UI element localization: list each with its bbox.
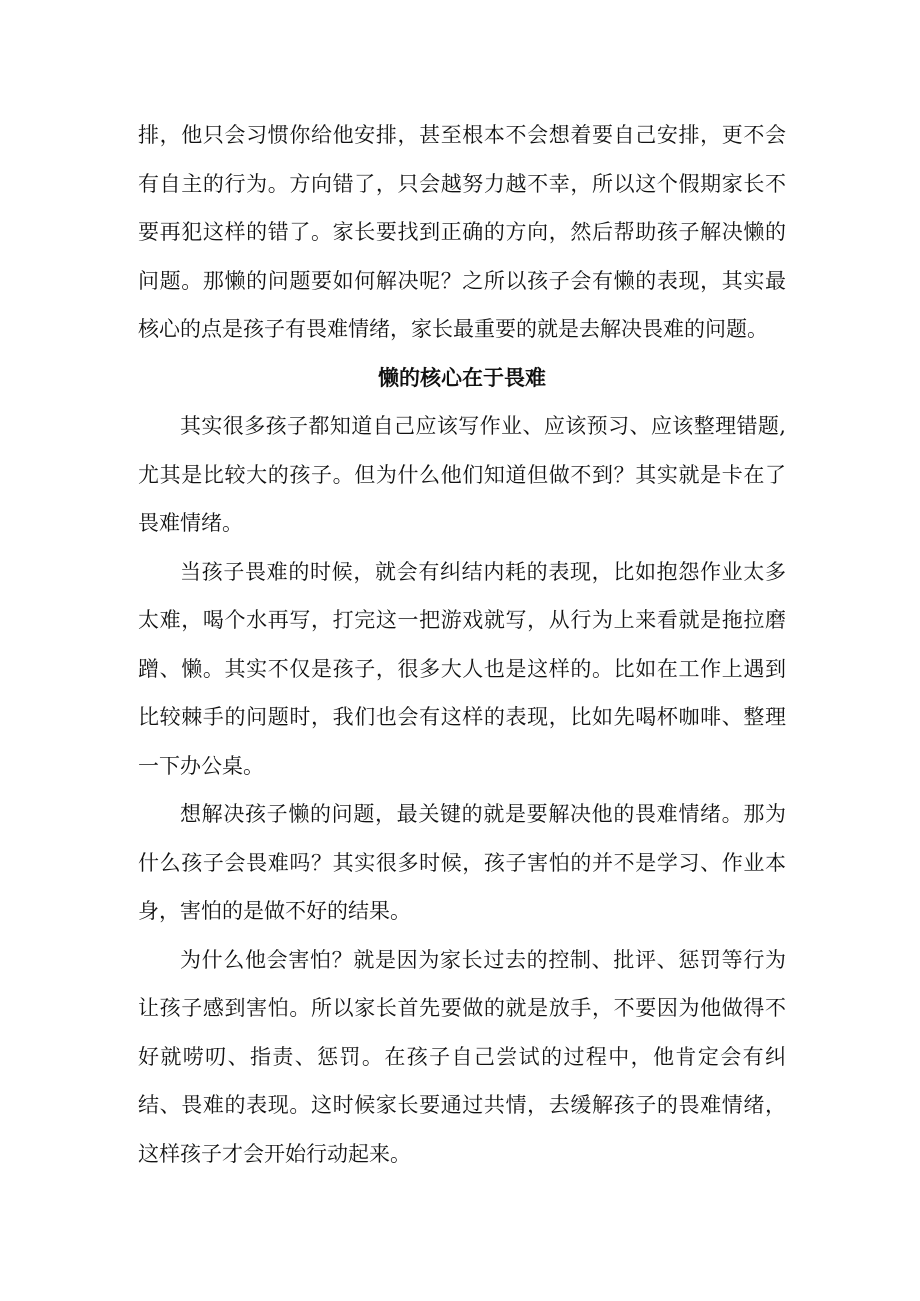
paragraph-3: 想解决孩子懒的问题，最关键的就是要解决他的畏难情绪。那为什么孩子会畏难吗？其实很多时候，孩子害怕的并不是学习、作业本身，害怕的是做不好的结果。: [138, 802, 786, 923]
document-body: [138, 111, 786, 1178]
section-heading: 懒的核心在于畏难: [378, 365, 546, 390]
paragraph-2: 当孩子畏难的时候，就会有纠结内耗的表现，比如抱怨作业太多太难，喝个水再写，打完这一把游戏就写，从行为上来看就是拖拉磨蹭、懒。其实不仅是孩子，很多大人也是这样的。比如在工作上遇到比较棘手的问题时，我们也会有这样的表现，比如先喝杯咖啡、整理一下办公桌。: [138, 559, 786, 778]
paragraph-1: 其实很多孩子都知道自己应该写作业、应该预习、应该整理错题,尤其是比较大的孩子。但为什么他们知道但做不到？其实就是卡在了畏难情绪。: [138, 414, 786, 535]
paragraph-4: 为什么他会害怕？就是因为家长过去的控制、批评、惩罚等行为让孩子感到害怕。所以家长首先要做的就是放手，不要因为他做得不好就唠叨、指责、惩罚。在孩子自己尝试的过程中，他肯定会有纠结、畏难的表现。这时候家长要通过共情，去缓解孩子的畏难情绪，这样孩子才会开始行动起来。: [138, 947, 786, 1166]
paragraph-continuation: 排，他只会习惯你给他安排，甚至根本不会想着要自己安排，更不会有自主的行为。方向错了，只会越努力越不幸，所以这个假期家长不要再犯这样的错了。家长要找到正确的方向，然后帮助孩子解决懒的问题。那懒的问题要如何解决呢？之所以孩子会有懒的表现，其实最核心的点是孩子有畏难情绪，家长最重要的就是去解决畏难的问题。: [138, 123, 786, 341]
